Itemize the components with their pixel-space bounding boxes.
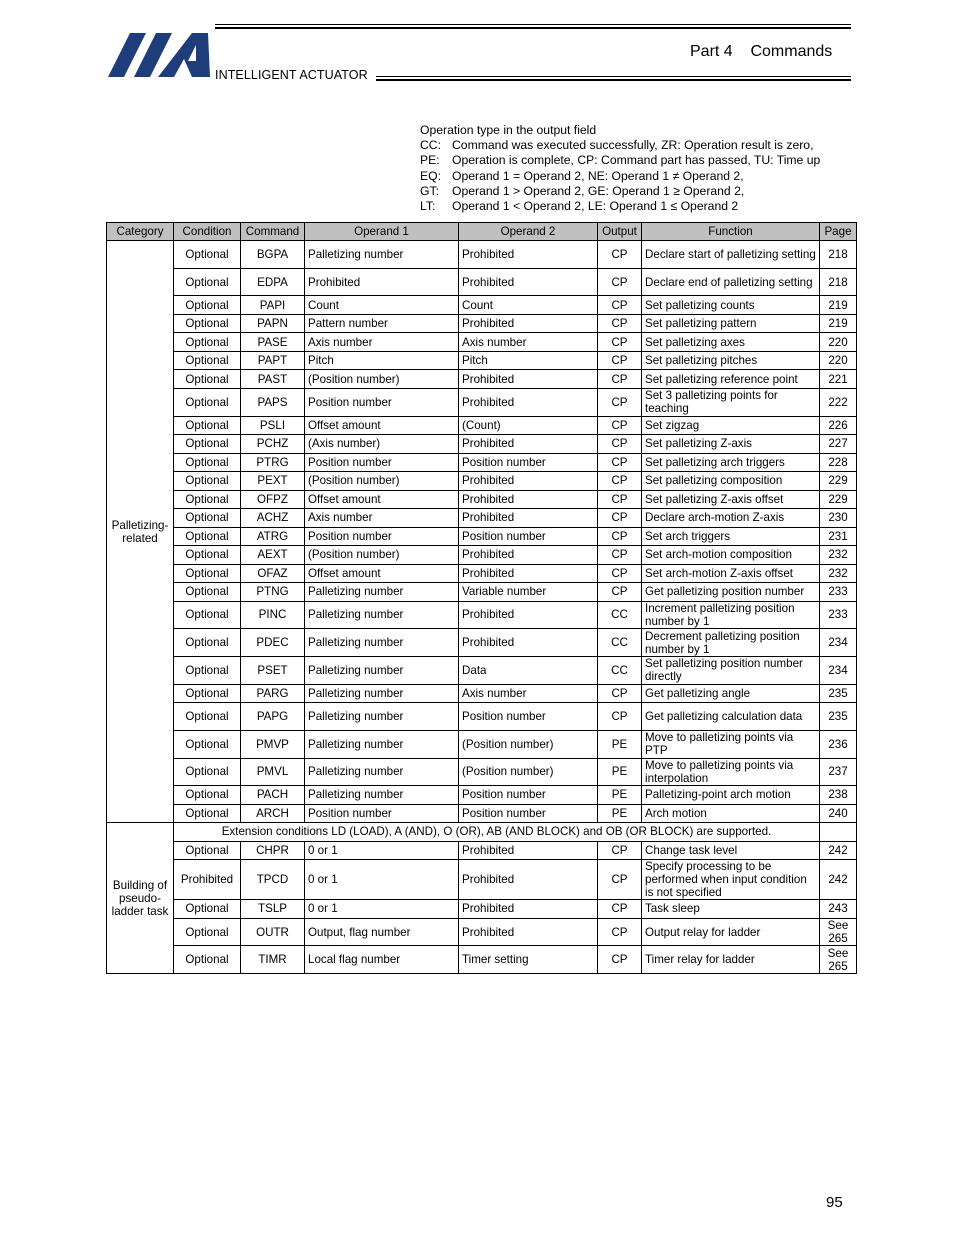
- operand-1-cell: Offset amount: [305, 416, 459, 435]
- extension-note-cell: Extension conditions LD (LOAD), A (AND), O (OR), AB (AND BLOCK) and OB (OR BLOCK) are supported.: [174, 823, 820, 842]
- condition-cell: Optional: [174, 509, 241, 528]
- condition-cell: Optional: [174, 918, 241, 946]
- page-cell: 218: [820, 268, 857, 296]
- operand-2-cell: Prohibited: [459, 629, 598, 657]
- operand-1-cell: Pattern number: [305, 314, 459, 333]
- legend-text: Operand 1 = Operand 2, NE: Operand 1 ≠ Operand 2,: [452, 168, 744, 183]
- condition-cell: Optional: [174, 583, 241, 602]
- operand-1-cell: Offset amount: [305, 490, 459, 509]
- table-row: [107, 546, 857, 565]
- header-rule-bottom: [376, 76, 851, 77]
- function-cell: Set palletizing pattern: [642, 314, 820, 333]
- output-cell: PE: [598, 730, 642, 758]
- operand-2-cell: Prohibited: [459, 370, 598, 389]
- table-row: [107, 758, 857, 786]
- function-cell: Move to palletizing points via PTP: [642, 730, 820, 758]
- output-cell: CP: [598, 703, 642, 731]
- function-cell: Timer relay for ladder: [642, 946, 820, 974]
- command-cell: PSLI: [241, 416, 305, 435]
- operand-2-cell: Count: [459, 296, 598, 315]
- command-cell: BGPA: [241, 241, 305, 269]
- table-row: [107, 351, 857, 370]
- operand-1-cell: Palletizing number: [305, 601, 459, 629]
- operand-1-cell: Axis number: [305, 333, 459, 352]
- function-cell: Specify processing to be performed when input condition is not specified: [642, 860, 820, 900]
- category-cell: Palletizing-related: [107, 241, 174, 823]
- operand-1-cell: (Position number): [305, 546, 459, 565]
- table-row: [107, 684, 857, 703]
- function-cell: Increment palletizing position number by 1: [642, 601, 820, 629]
- header-operand-1: Operand 1: [305, 223, 459, 241]
- page-cell: 234: [820, 629, 857, 657]
- command-cell: PAPT: [241, 351, 305, 370]
- table-row: [107, 860, 857, 900]
- output-cell: CP: [598, 296, 642, 315]
- operand-2-cell: Position number: [459, 703, 598, 731]
- operand-1-cell: Pitch: [305, 351, 459, 370]
- function-cell: Set palletizing axes: [642, 333, 820, 352]
- table-row: [107, 564, 857, 583]
- operand-2-cell: Prohibited: [459, 860, 598, 900]
- function-cell: Set 3 palletizing points for teaching: [642, 388, 820, 416]
- operand-2-cell: Data: [459, 656, 598, 684]
- page-cell: 233: [820, 583, 857, 602]
- function-cell: Get palletizing calculation data: [642, 703, 820, 731]
- operand-2-cell: Prohibited: [459, 564, 598, 583]
- output-cell: CP: [598, 241, 642, 269]
- table-row: [107, 296, 857, 315]
- command-cell: PEXT: [241, 472, 305, 491]
- page-cell: 228: [820, 453, 857, 472]
- output-cell: PE: [598, 804, 642, 823]
- header-output: Output: [598, 223, 642, 241]
- condition-cell: Optional: [174, 601, 241, 629]
- table-row: [107, 314, 857, 333]
- command-cell: OFPZ: [241, 490, 305, 509]
- operand-1-cell: Position number: [305, 804, 459, 823]
- page-cell: 222: [820, 388, 857, 416]
- command-cell: PMVP: [241, 730, 305, 758]
- function-cell: Arch motion: [642, 804, 820, 823]
- table-row: [107, 918, 857, 946]
- command-cell: PAPG: [241, 703, 305, 731]
- output-cell: CP: [598, 546, 642, 565]
- page-cell: 220: [820, 333, 857, 352]
- condition-cell: Optional: [174, 841, 241, 860]
- command-cell: PAPS: [241, 388, 305, 416]
- output-cell: CP: [598, 490, 642, 509]
- command-cell: PSET: [241, 656, 305, 684]
- legend-code: PE:: [420, 153, 440, 168]
- condition-cell: Optional: [174, 416, 241, 435]
- command-cell: PAPN: [241, 314, 305, 333]
- table-header-row: [107, 223, 857, 241]
- page-number: 95: [826, 1194, 843, 1211]
- output-cell: CP: [598, 527, 642, 546]
- function-cell: Set arch triggers: [642, 527, 820, 546]
- operand-1-cell: 0 or 1: [305, 841, 459, 860]
- output-cell: CP: [598, 684, 642, 703]
- output-cell: CP: [598, 435, 642, 454]
- operand-1-cell: Position number: [305, 453, 459, 472]
- condition-cell: Optional: [174, 900, 241, 919]
- function-cell: Set palletizing arch triggers: [642, 453, 820, 472]
- function-cell: Palletizing-point arch motion: [642, 786, 820, 805]
- operand-1-cell: 0 or 1: [305, 860, 459, 900]
- legend-code: LT:: [420, 199, 436, 214]
- output-cell: CP: [598, 946, 642, 974]
- condition-cell: Optional: [174, 527, 241, 546]
- page-cell: 234: [820, 656, 857, 684]
- condition-cell: Optional: [174, 435, 241, 454]
- condition-cell: Optional: [174, 656, 241, 684]
- page-cell: 235: [820, 684, 857, 703]
- brand-name: INTELLIGENT ACTUATOR: [215, 68, 368, 82]
- condition-cell: Optional: [174, 241, 241, 269]
- operand-1-cell: Local flag number: [305, 946, 459, 974]
- header-page: Page: [820, 223, 857, 241]
- condition-cell: Optional: [174, 564, 241, 583]
- table-row: [107, 472, 857, 491]
- legend-text: Operand 1 < Operand 2, LE: Operand 1 ≤ Operand 2: [452, 199, 739, 214]
- condition-cell: Optional: [174, 546, 241, 565]
- operand-2-cell: Pitch: [459, 351, 598, 370]
- function-cell: Set zigzag: [642, 416, 820, 435]
- output-cell: CP: [598, 583, 642, 602]
- operand-1-cell: Palletizing number: [305, 758, 459, 786]
- page-cell: 236: [820, 730, 857, 758]
- operand-1-cell: Count: [305, 296, 459, 315]
- command-cell: TSLP: [241, 900, 305, 919]
- command-cell: PMVL: [241, 758, 305, 786]
- command-table: [106, 222, 857, 974]
- legend-title: Operation type in the output field: [420, 123, 597, 137]
- legend-code: GT:: [420, 183, 439, 198]
- table-row: [107, 241, 857, 269]
- operand-1-cell: Palletizing number: [305, 656, 459, 684]
- legend-line: [420, 199, 820, 214]
- operand-1-cell: Palletizing number: [305, 684, 459, 703]
- command-cell: PAST: [241, 370, 305, 389]
- output-cell: CP: [598, 564, 642, 583]
- operand-2-cell: Prohibited: [459, 841, 598, 860]
- page-cell: 230: [820, 509, 857, 528]
- page-cell: 233: [820, 601, 857, 629]
- output-cell: PE: [598, 758, 642, 786]
- output-cell: CP: [598, 900, 642, 919]
- command-cell: ATRG: [241, 527, 305, 546]
- operand-1-cell: Position number: [305, 388, 459, 416]
- legend-text: Operation is complete, CP: Command part has passed, TU: Time up: [452, 153, 821, 168]
- operand-2-cell: Prohibited: [459, 509, 598, 528]
- page-cell: 232: [820, 546, 857, 565]
- page-cell: 227: [820, 435, 857, 454]
- header-rule-bottom-thick: [376, 79, 851, 81]
- function-cell: Set palletizing composition: [642, 472, 820, 491]
- command-cell: TPCD: [241, 860, 305, 900]
- command-cell: ACHZ: [241, 509, 305, 528]
- function-cell: Set palletizing Z-axis: [642, 435, 820, 454]
- page-cell: 226: [820, 416, 857, 435]
- condition-cell: Optional: [174, 296, 241, 315]
- operand-1-cell: Position number: [305, 527, 459, 546]
- operand-1-cell: Palletizing number: [305, 241, 459, 269]
- operand-1-cell: Palletizing number: [305, 786, 459, 805]
- table-row: [107, 656, 857, 684]
- legend-line: [420, 138, 820, 153]
- operand-1-cell: Prohibited: [305, 268, 459, 296]
- operand-2-cell: Prohibited: [459, 388, 598, 416]
- page-cell: 218: [820, 241, 857, 269]
- function-cell: Move to palletizing points via interpolation: [642, 758, 820, 786]
- output-cell: CP: [598, 333, 642, 352]
- table-row: [107, 786, 857, 805]
- output-cell: PE: [598, 786, 642, 805]
- output-cell: CC: [598, 656, 642, 684]
- table-row: [107, 730, 857, 758]
- operand-1-cell: 0 or 1: [305, 900, 459, 919]
- function-cell: Output relay for ladder: [642, 918, 820, 946]
- operand-1-cell: Palletizing number: [305, 583, 459, 602]
- operand-2-cell: Prohibited: [459, 601, 598, 629]
- table-row: [107, 703, 857, 731]
- iai-logo-icon: [108, 33, 212, 77]
- page-cell: 242: [820, 841, 857, 860]
- operand-2-cell: (Position number): [459, 730, 598, 758]
- table-row: [107, 823, 857, 842]
- operand-1-cell: Output, flag number: [305, 918, 459, 946]
- output-cell: CP: [598, 370, 642, 389]
- table-row: [107, 946, 857, 974]
- operand-1-cell: Axis number: [305, 509, 459, 528]
- header-condition: Condition: [174, 223, 241, 241]
- function-cell: Set arch-motion Z-axis offset: [642, 564, 820, 583]
- header-operand-2: Operand 2: [459, 223, 598, 241]
- table-row: [107, 268, 857, 296]
- function-cell: Set palletizing reference point: [642, 370, 820, 389]
- header-category: Category: [107, 223, 174, 241]
- condition-cell: Optional: [174, 388, 241, 416]
- function-cell: Decrement palletizing position number by 1: [642, 629, 820, 657]
- page-cell: See 265: [820, 946, 857, 974]
- condition-cell: Optional: [174, 490, 241, 509]
- header-command: Command: [241, 223, 305, 241]
- page-cell: 242: [820, 860, 857, 900]
- header-rule-top: [215, 24, 851, 25]
- operand-2-cell: Position number: [459, 527, 598, 546]
- output-cell: CP: [598, 351, 642, 370]
- legend-text: Operand 1 > Operand 2, GE: Operand 1 ≥ Operand 2,: [452, 183, 745, 198]
- command-cell: PTRG: [241, 453, 305, 472]
- output-cell: CP: [598, 388, 642, 416]
- output-cell: CP: [598, 314, 642, 333]
- operand-2-cell: Prohibited: [459, 900, 598, 919]
- function-cell: Change task level: [642, 841, 820, 860]
- function-cell: Declare start of palletizing setting: [642, 241, 820, 269]
- condition-cell: Optional: [174, 730, 241, 758]
- condition-cell: Optional: [174, 314, 241, 333]
- page-cell: [820, 823, 857, 842]
- command-cell: AEXT: [241, 546, 305, 565]
- operand-2-cell: Prohibited: [459, 490, 598, 509]
- function-cell: Declare arch-motion Z-axis: [642, 509, 820, 528]
- condition-cell: Prohibited: [174, 860, 241, 900]
- page-cell: See 265: [820, 918, 857, 946]
- function-cell: Set palletizing Z-axis offset: [642, 490, 820, 509]
- page-cell: 219: [820, 314, 857, 333]
- command-cell: ARCH: [241, 804, 305, 823]
- page-cell: 237: [820, 758, 857, 786]
- condition-cell: Optional: [174, 333, 241, 352]
- operand-2-cell: Prohibited: [459, 435, 598, 454]
- output-cell: CP: [598, 509, 642, 528]
- operand-2-cell: Position number: [459, 786, 598, 805]
- operand-2-cell: Prohibited: [459, 241, 598, 269]
- operand-2-cell: (Position number): [459, 758, 598, 786]
- command-cell: PINC: [241, 601, 305, 629]
- table-row: [107, 509, 857, 528]
- page-cell: 221: [820, 370, 857, 389]
- legend-line: [420, 153, 820, 168]
- table-row: [107, 601, 857, 629]
- output-cell: CP: [598, 841, 642, 860]
- condition-cell: Optional: [174, 946, 241, 974]
- page-cell: 219: [820, 296, 857, 315]
- operand-1-cell: (Position number): [305, 370, 459, 389]
- table-row: [107, 370, 857, 389]
- output-cell: CP: [598, 453, 642, 472]
- page-cell: 243: [820, 900, 857, 919]
- page-cell: 240: [820, 804, 857, 823]
- condition-cell: Optional: [174, 370, 241, 389]
- command-cell: PDEC: [241, 629, 305, 657]
- header-rule-top-thick: [215, 27, 851, 29]
- output-cell: CC: [598, 601, 642, 629]
- function-cell: Declare end of palletizing setting: [642, 268, 820, 296]
- category-cell: Building of pseudo-ladder task: [107, 823, 174, 974]
- table-row: [107, 900, 857, 919]
- operand-2-cell: Prohibited: [459, 268, 598, 296]
- table-row: [107, 583, 857, 602]
- table-row: [107, 333, 857, 352]
- operand-2-cell: Prohibited: [459, 918, 598, 946]
- command-cell: CHPR: [241, 841, 305, 860]
- table-row: [107, 527, 857, 546]
- operand-1-cell: Palletizing number: [305, 730, 459, 758]
- header-function: Function: [642, 223, 820, 241]
- operand-2-cell: Position number: [459, 453, 598, 472]
- operand-2-cell: Timer setting: [459, 946, 598, 974]
- command-cell: EDPA: [241, 268, 305, 296]
- legend-line: [420, 169, 820, 184]
- condition-cell: Optional: [174, 684, 241, 703]
- legend-line: [420, 184, 820, 199]
- command-cell: PCHZ: [241, 435, 305, 454]
- condition-cell: Optional: [174, 472, 241, 491]
- page-cell: 232: [820, 564, 857, 583]
- legend-code: EQ:: [420, 168, 441, 183]
- operand-2-cell: Prohibited: [459, 546, 598, 565]
- command-cell: TIMR: [241, 946, 305, 974]
- operand-1-cell: (Position number): [305, 472, 459, 491]
- operand-1-cell: Offset amount: [305, 564, 459, 583]
- page-cell: 220: [820, 351, 857, 370]
- legend-code: CC:: [420, 138, 441, 153]
- command-cell: PASE: [241, 333, 305, 352]
- operand-2-cell: Prohibited: [459, 314, 598, 333]
- output-cell: CP: [598, 472, 642, 491]
- function-cell: Set palletizing counts: [642, 296, 820, 315]
- condition-cell: Optional: [174, 629, 241, 657]
- operand-1-cell: Palletizing number: [305, 703, 459, 731]
- page-cell: 235: [820, 703, 857, 731]
- condition-cell: Optional: [174, 351, 241, 370]
- function-cell: Get palletizing angle: [642, 684, 820, 703]
- table-row: [107, 841, 857, 860]
- function-cell: Task sleep: [642, 900, 820, 919]
- operand-2-cell: Position number: [459, 804, 598, 823]
- command-cell: PARG: [241, 684, 305, 703]
- page-cell: 231: [820, 527, 857, 546]
- page-cell: 229: [820, 472, 857, 491]
- condition-cell: Optional: [174, 758, 241, 786]
- table-body: [107, 241, 857, 974]
- table-row: [107, 435, 857, 454]
- table-row: [107, 490, 857, 509]
- table-row: [107, 804, 857, 823]
- page-cell: 238: [820, 786, 857, 805]
- command-cell: PAPI: [241, 296, 305, 315]
- condition-cell: Optional: [174, 786, 241, 805]
- command-cell: OUTR: [241, 918, 305, 946]
- table-row: [107, 388, 857, 416]
- command-cell: OFAZ: [241, 564, 305, 583]
- output-legend: [420, 123, 820, 214]
- function-cell: Set arch-motion composition: [642, 546, 820, 565]
- function-cell: Set palletizing pitches: [642, 351, 820, 370]
- operand-2-cell: Variable number: [459, 583, 598, 602]
- page-cell: 229: [820, 490, 857, 509]
- output-cell: CP: [598, 918, 642, 946]
- output-cell: CC: [598, 629, 642, 657]
- condition-cell: Optional: [174, 453, 241, 472]
- function-cell: Set palletizing position number directly: [642, 656, 820, 684]
- condition-cell: Optional: [174, 804, 241, 823]
- condition-cell: Optional: [174, 703, 241, 731]
- table-row: [107, 453, 857, 472]
- table-row: [107, 416, 857, 435]
- legend-text: Command was executed successfully, ZR: Operation result is zero,: [452, 138, 814, 153]
- table-row: [107, 629, 857, 657]
- command-cell: PACH: [241, 786, 305, 805]
- output-cell: CP: [598, 416, 642, 435]
- function-cell: Get palletizing position number: [642, 583, 820, 602]
- operand-2-cell: Axis number: [459, 333, 598, 352]
- operand-2-cell: Prohibited: [459, 472, 598, 491]
- operand-2-cell: Axis number: [459, 684, 598, 703]
- operand-2-cell: (Count): [459, 416, 598, 435]
- output-cell: CP: [598, 860, 642, 900]
- section-title: Part 4 Commands: [690, 43, 833, 60]
- operand-1-cell: Palletizing number: [305, 629, 459, 657]
- condition-cell: Optional: [174, 268, 241, 296]
- output-cell: CP: [598, 268, 642, 296]
- command-cell: PTNG: [241, 583, 305, 602]
- operand-1-cell: (Axis number): [305, 435, 459, 454]
